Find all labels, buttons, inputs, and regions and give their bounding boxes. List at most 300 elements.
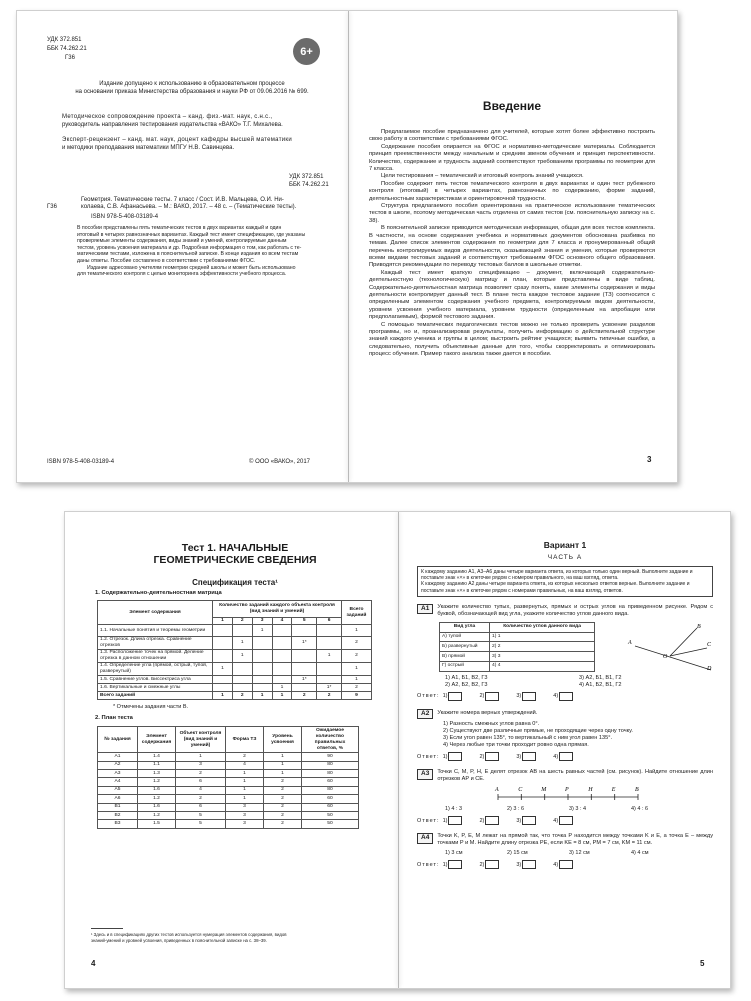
option: 2) 3 : 6 xyxy=(507,806,525,813)
plan-header: Уровень усвоения xyxy=(264,727,302,753)
plan-cell: 2 xyxy=(226,753,264,761)
point-label: H xyxy=(588,787,593,794)
matrix-col: 3 xyxy=(252,618,272,625)
a1-head: Вид угла xyxy=(440,622,490,632)
matrix-cell xyxy=(317,637,342,650)
opt-num: 2) xyxy=(479,693,485,700)
plan-cell: 60 xyxy=(302,795,359,803)
matrix-title: 1. Содержательно-деятельностная матрица xyxy=(95,590,222,596)
matrix-cell xyxy=(213,650,233,663)
matrix-cell xyxy=(252,650,272,663)
answer-box[interactable] xyxy=(559,692,573,701)
variant-page xyxy=(417,540,713,869)
plan-table xyxy=(97,726,359,829)
g-code-2: Г36 xyxy=(47,204,57,210)
matrix-cell xyxy=(252,637,272,650)
answer-box[interactable] xyxy=(559,752,573,761)
matrix-col: 4 xyxy=(272,618,292,625)
label-d: D xyxy=(707,665,712,672)
matrix-cell: 1 xyxy=(272,692,292,700)
plan-cell: 1 xyxy=(176,753,226,761)
matrix-cell: 1.3. Расположение точек на прямой. Деление отрезка в данном отношении xyxy=(98,650,213,663)
matrix-cell xyxy=(272,625,292,637)
plan-cell: 1 xyxy=(264,770,302,778)
a1-body xyxy=(439,622,713,672)
matrix-header-total: Всего заданий xyxy=(342,601,372,625)
plan-header: № задания xyxy=(98,727,138,753)
abstract-line: Издание адресовано учителям геометрии средней школы и может быть использовано xyxy=(87,264,296,271)
a1-options xyxy=(445,675,713,689)
approval-1: Издание допущено к использованию в образовательном процессе xyxy=(99,81,285,87)
intro-paragraph: Предлагаемое пособие предназначено для учителей, которые хотят более эффективно построить свою работу в соответствии с требованиями ФГОС. xyxy=(369,129,655,143)
matrix-cell xyxy=(272,663,292,676)
plan-cell: А3 xyxy=(98,770,138,778)
figure-line xyxy=(670,648,707,656)
question-text: Точки K, P, E, M лежат на прямой так, что точка P находится между точками K и E, а точка E – между точками P и M. Найдите длину отрезка PE, если KE = 8 см, PM = 7 см, KM = 11 см. xyxy=(437,833,713,847)
plan-cell: 2 xyxy=(176,795,226,803)
plan-cell: 2 xyxy=(264,795,302,803)
plan-cell: 1.2 xyxy=(138,795,176,803)
plan-cell: А6 xyxy=(98,795,138,803)
matrix-cell xyxy=(232,663,252,676)
matrix-cell: 1 xyxy=(252,625,272,637)
a1-head: Количество углов данного вида xyxy=(490,622,595,632)
matrix-cell xyxy=(317,676,342,684)
bbk: ББК 74.262.21 xyxy=(47,46,87,52)
opt-num: 4) xyxy=(553,753,559,760)
a2-answer xyxy=(417,752,713,761)
a3-options xyxy=(445,806,713,812)
opt-num: 3) xyxy=(516,693,522,700)
plan-cell: 1 xyxy=(226,786,264,794)
opt-num: 1) xyxy=(442,753,448,760)
matrix-cell: 1 xyxy=(342,663,372,676)
opt-num: 3) xyxy=(516,817,522,824)
a1-num: 1) 1 xyxy=(490,632,595,642)
question-a4 xyxy=(417,833,713,847)
question-number: А1 xyxy=(417,604,433,615)
table-row xyxy=(98,770,359,778)
matrix-cell: 9 xyxy=(342,692,372,700)
part-title: ЧАСТЬ А xyxy=(547,554,583,561)
plan-cell: 2 xyxy=(264,803,302,811)
plan-cell: В1 xyxy=(98,803,138,811)
abstract-line: итоговый в четырех равнозначных вариантах. Каждый тест имеет спецификацию, где указаны xyxy=(77,231,306,238)
gutter xyxy=(348,11,349,482)
matrix-cell: 1 xyxy=(213,692,233,700)
intro-paragraph: Каждый тест имеет краткую спецификацию – документ, включающий содержательно-деятельностную (технологическую) матрицу и план, которые представлены в виде таблиц. Содержательно-деятельностная матрица позволяет сразу понять, какие элементы содержания и виды деятельности контролирует данный тест. В плане теста каждое тестовое задание (ТЗ) соотносится с определенным элементом содержания учебного предмета, контролируемым видом деятельности, уровнем усвоения учебного материала, уровнем трудности (определенным на апробации или предполагаемым), формой тестового задания. xyxy=(369,269,655,321)
udk-2: УДК 372.851 xyxy=(289,174,324,180)
point-label: A xyxy=(495,787,499,794)
opt-num: 4) xyxy=(553,817,559,824)
table-row xyxy=(98,650,372,663)
reviewer-2: и методики преподавания математики МПГУ Н.В. Савинцева. xyxy=(62,144,235,151)
a2-items xyxy=(443,721,713,749)
plan-cell: 1.3 xyxy=(138,770,176,778)
answer-label: Ответ: xyxy=(417,693,440,700)
a1-kind: Г) острый xyxy=(440,662,490,672)
option: 1) 4 : 3 xyxy=(445,806,463,813)
point-label: C xyxy=(518,787,523,794)
a1-kind: В) прямой xyxy=(440,652,490,662)
matrix-cell xyxy=(213,684,233,692)
a4-options xyxy=(445,850,713,856)
a1-kind: А) тупой xyxy=(440,632,490,642)
intro-paragraph: Цели тестирования – тематический и итоговый контроль знаний учащихся. xyxy=(381,173,584,180)
plan-cell: 2 xyxy=(264,820,302,828)
answer-label: Ответ: xyxy=(417,861,440,868)
point-label: M xyxy=(541,787,547,794)
label-o: O xyxy=(663,653,668,660)
table-row xyxy=(98,803,359,811)
answer-box[interactable] xyxy=(522,692,536,701)
table-row xyxy=(98,811,359,819)
plan-header: Форма ТЗ xyxy=(226,727,264,753)
biblio-1: Геометрия. Тематические тесты. 7 класс / Сост. И.В. Мальцева, О.И. Ни- xyxy=(81,196,284,203)
gutter xyxy=(398,512,399,988)
top-spread xyxy=(16,10,678,483)
matrix-cell: 1 xyxy=(272,684,292,692)
label-a: A xyxy=(628,639,632,646)
answer-box[interactable] xyxy=(522,752,536,761)
opt-num: 1) xyxy=(442,693,448,700)
question-number: А2 xyxy=(417,709,433,720)
matrix-cell: 1 xyxy=(232,637,252,650)
option: 2) 15 см xyxy=(507,850,528,857)
opt-num: 4) xyxy=(553,693,559,700)
plan-cell: 1.5 xyxy=(138,820,176,828)
option: 1) А1, Б1, В2, Г3 xyxy=(445,674,488,681)
statement: 2) Существуют две различные прямые, не проходящие через одну точку. xyxy=(443,728,633,735)
a1-table xyxy=(439,622,595,672)
plan-cell: 6 xyxy=(176,803,226,811)
abstract-line: матическими тестами, изложена в пояснительной записке. В конце издания ко всем тестам xyxy=(77,251,299,258)
table-row xyxy=(98,753,359,761)
plan-cell: А1 xyxy=(98,753,138,761)
matrix-cell: 2 xyxy=(342,650,372,663)
a4-answer xyxy=(417,860,713,869)
intro-paragraph: Структура предлагаемого пособия ориентирована на практическое использование тематических тестов в школе, поэтому методическая часть отделена от самих тестов (см. пояснительную записку на с. 38). xyxy=(369,203,655,224)
a3-answer xyxy=(417,816,713,825)
instruction: К каждому заданию А1, А3–А6 даны четыре варианта ответа, из которых только один верный. Выполните задание и поставьте знак «×» в клеточке рядом с номером правильного, на ваш взгляд, ответа. xyxy=(421,569,693,582)
table-row xyxy=(98,684,372,692)
approval-2: на основании приказа Министерства образования и науки РФ от 09.06.2016 № 699. xyxy=(75,88,309,95)
a1-num: 4) 4 xyxy=(490,662,595,672)
matrix-cell xyxy=(292,684,317,692)
matrix-cell xyxy=(292,663,317,676)
test-spec-page xyxy=(85,512,385,829)
matrix-cell: 1.4. Определение угла (прямой, острый, тупой, развернутый) xyxy=(98,663,213,676)
abstract xyxy=(77,225,339,278)
plan-cell: В2 xyxy=(98,811,138,819)
matrix-cell: 2 xyxy=(342,684,372,692)
matrix-cell: Всего заданий xyxy=(98,692,213,700)
question-text: Точки C, M, P, H, E делят отрезок AB на шесть равных частей (см. рисунок). Найдите отношение длин отрезков AP и CE. xyxy=(437,769,713,783)
table-row xyxy=(98,676,372,684)
matrix-cell: 1* xyxy=(292,637,317,650)
point-label: E xyxy=(611,787,616,794)
answer-box[interactable] xyxy=(448,752,462,761)
answer-box[interactable] xyxy=(522,816,536,825)
matrix-cell xyxy=(317,663,342,676)
plan-title: 2. План теста xyxy=(95,714,133,721)
plan-cell: 1.2 xyxy=(138,811,176,819)
plan-cell: 90 xyxy=(302,753,359,761)
test-title-1: Тест 1. НАЧАЛЬНЫЕ xyxy=(181,542,289,554)
plan-cell: 4 xyxy=(226,761,264,769)
plan-cell: А5 xyxy=(98,786,138,794)
abstract-line: проверяемые элементы содержания, виды знаний и умений, контролируемые данным xyxy=(77,238,287,245)
option: 4) А1, Б2, В1, Г2 xyxy=(579,681,622,688)
udk: УДК 372.851 xyxy=(47,37,82,43)
answer-box[interactable] xyxy=(448,816,462,825)
table-row xyxy=(98,778,359,786)
plan-cell: 1.2 xyxy=(138,778,176,786)
g-code: Г36 xyxy=(65,55,75,61)
matrix-cell: 1* xyxy=(292,676,317,684)
bottom-spread xyxy=(64,511,731,989)
answer-label: Ответ: xyxy=(417,817,440,824)
matrix-cell xyxy=(213,676,233,684)
intro-paragraph: Содержание пособия опирается на ФГОС и нормативно-методические материалы. Соблюдается принцип преемственности между начальным и средним звеном обучения и принцип перспективности. Количество, содержание и трудность заданий соответствуют требованиям программы по геометрии для 7 класса. xyxy=(369,143,655,173)
plan-cell: 60 xyxy=(302,803,359,811)
matrix-col: 1 xyxy=(213,618,233,625)
plan-cell: 2 xyxy=(264,778,302,786)
intro-paragraph: Пособие содержит пять тестов тематического контроля в двух вариантах и один тест рубежного контроля (итоговый) в четырех вариантах, равнозначных по содержанию, форме заданий, деятельностным характеристикам и ориентировочной трудности. xyxy=(369,180,655,202)
opt-num: 2) xyxy=(479,817,485,824)
answer-box[interactable] xyxy=(485,816,499,825)
matrix-cell xyxy=(272,650,292,663)
spec-title: Спецификация теста¹ xyxy=(192,578,278,587)
option: 3) А2, Б1, В1, Г2 xyxy=(579,674,622,681)
plan-cell: А4 xyxy=(98,778,138,786)
answer-box[interactable] xyxy=(485,752,499,761)
matrix-col: 5 xyxy=(292,618,317,625)
point-label: P xyxy=(565,787,569,794)
page-number-3: 3 xyxy=(647,455,652,464)
plan-cell: 2 xyxy=(264,811,302,819)
footnote-rule xyxy=(91,928,123,929)
abstract-line: тестом, уровень усвоения материала и др. Подробная информация о том, как работать с те- xyxy=(77,244,302,251)
matrix-header-element: Элемент содержания xyxy=(98,601,213,625)
plan-cell: 60 xyxy=(302,778,359,786)
plan-cell: 3 xyxy=(226,820,264,828)
matrix-cell: 1 xyxy=(342,625,372,637)
matrix-header-count: Количество заданий каждого объекта контроля (вид знаний и умений) xyxy=(213,601,342,618)
plan-cell: 1 xyxy=(226,795,264,803)
isbn-bottom: ISBN 978-5-408-03189-4 xyxy=(47,459,115,465)
plan-cell: 1 xyxy=(226,778,264,786)
option: 3) 12 см xyxy=(569,850,590,857)
matrix-cell: 1.6. Вертикальные и смежные углы xyxy=(98,684,213,692)
matrix-cell xyxy=(252,676,272,684)
plan-cell: 1 xyxy=(226,770,264,778)
plan-cell: 1.6 xyxy=(138,803,176,811)
segment-figure xyxy=(493,785,643,803)
table-row xyxy=(98,761,359,769)
plan-cell: 1.1 xyxy=(138,761,176,769)
question-a3 xyxy=(417,769,713,783)
instructions-box xyxy=(417,566,713,597)
label-c: C xyxy=(707,641,712,648)
matrix-cell: 1 xyxy=(252,692,272,700)
plan-cell: 5 xyxy=(176,820,226,828)
plan-cell: 3 xyxy=(226,803,264,811)
plan-header: Ожидаемое количество правильных ответов, % xyxy=(302,727,359,753)
plan-cell: 3 xyxy=(176,761,226,769)
matrix-cell: 1* xyxy=(317,684,342,692)
point-label: B xyxy=(635,787,639,794)
matrix-cell xyxy=(232,676,252,684)
opt-num: 1) xyxy=(442,861,448,868)
table-row xyxy=(98,692,372,700)
option: 2) А2, Б2, В2, Г3 xyxy=(445,681,488,688)
support-2: руководитель направления тестирования издательства «ВАКО» Т.Г. Михалева. xyxy=(62,121,283,128)
plan-header: Объект контроля (вид знаний и умений) xyxy=(176,727,226,753)
opt-num: 2) xyxy=(479,861,485,868)
answer-box[interactable] xyxy=(448,860,462,869)
matrix-cell: 2 xyxy=(342,637,372,650)
isbn: ISBN 978-5-408-03189-4 xyxy=(91,214,159,220)
opt-num: 1) xyxy=(442,817,448,824)
footnote-1: ¹ Здесь и в спецификациях других тестов используется нумерация элементов содержания, видов xyxy=(91,932,287,937)
plan-cell: 80 xyxy=(302,786,359,794)
plan-cell: 80 xyxy=(302,761,359,769)
matrix-cell: 2 xyxy=(317,692,342,700)
footnote-2: знаний-умений и уровней усвоения, приведенных в пояснительной записке на с. 38–39. xyxy=(91,937,267,943)
matrix-cell: 2 xyxy=(292,692,317,700)
plan-cell: 1 xyxy=(264,753,302,761)
matrix-cell xyxy=(317,625,342,637)
matrix-col: 6 xyxy=(317,618,342,625)
opt-num: 3) xyxy=(516,753,522,760)
angles-figure xyxy=(625,622,713,672)
plan-cell: 6 xyxy=(176,778,226,786)
abstract-line: В пособии представлены пять тематических тестов в двух вариантах каждый и один xyxy=(77,225,282,231)
option: 3) 3 : 4 xyxy=(569,806,587,813)
intro-title: Введение xyxy=(482,99,542,113)
matrix-cell: 1 xyxy=(232,650,252,663)
plan-cell: В3 xyxy=(98,820,138,828)
question-text: Укажите номера верных утверждений. xyxy=(437,709,538,716)
answer-box[interactable] xyxy=(448,692,462,701)
matrix-note: * Отмечены задания части В. xyxy=(113,704,189,711)
answer-label: Ответ: xyxy=(417,753,440,760)
plan-cell: 80 xyxy=(302,770,359,778)
question-number: А4 xyxy=(417,833,433,844)
matrix-cell xyxy=(232,625,252,637)
abstract-line: для тематического контроля с целью мониторинга эффективности учебного процесса. xyxy=(77,271,287,278)
option: 4) 4 см xyxy=(631,850,649,857)
opt-num: 2) xyxy=(479,753,485,760)
statement: 4) Через любые три точки проходит ровно одна прямая. xyxy=(443,742,589,749)
plan-header: Элемент содержания xyxy=(138,727,176,753)
answer-box[interactable] xyxy=(559,860,573,869)
question-a2 xyxy=(417,709,713,720)
plan-cell: 4 xyxy=(176,786,226,794)
plan-cell: 5 xyxy=(176,811,226,819)
opt-num: 3) xyxy=(516,861,522,868)
intro-page xyxy=(369,99,655,359)
matrix-cell xyxy=(272,637,292,650)
matrix-cell xyxy=(272,676,292,684)
matrix-cell xyxy=(213,625,233,637)
option: 4) 4 : 6 xyxy=(631,806,649,813)
table-row xyxy=(98,625,372,637)
matrix-cell xyxy=(292,625,317,637)
matrix-cell xyxy=(252,663,272,676)
answer-box[interactable] xyxy=(522,860,536,869)
table-row xyxy=(98,663,372,676)
label-b: B xyxy=(697,623,701,630)
matrix-cell xyxy=(213,637,233,650)
answer-box[interactable] xyxy=(485,692,499,701)
matrix-table xyxy=(97,600,372,700)
matrix-cell: 2 xyxy=(232,692,252,700)
answer-box[interactable] xyxy=(485,860,499,869)
question-a1 xyxy=(417,604,713,618)
plan-cell: 2 xyxy=(264,786,302,794)
question-number: А3 xyxy=(417,769,433,780)
plan-cell: 1 xyxy=(264,761,302,769)
plan-cell: 1.6 xyxy=(138,786,176,794)
option: 1) 3 см xyxy=(445,850,463,857)
plan-cell: 50 xyxy=(302,811,359,819)
biblio-2: колаева, С.В. Афанасьева. – М.: ВАКО, 2017. – 48 с. – (Тематические тесты). xyxy=(81,204,297,210)
test-title-2: ГЕОМЕТРИЧЕСКИЕ СВЕДЕНИЯ xyxy=(153,554,317,566)
matrix-col: 2 xyxy=(232,618,252,625)
plan-cell: 2 xyxy=(176,770,226,778)
matrix-cell: 1.2. Отрезок. Длина отрезка. Сравнение отрезков xyxy=(98,637,213,650)
matrix-cell: 1 xyxy=(317,650,342,663)
variant-title: Вариант 1 xyxy=(543,540,587,550)
reviewer-1: Эксперт-рецензент – канд. мат. наук, доцент кафедры высшей математики xyxy=(62,137,292,143)
plan-cell: 3 xyxy=(226,811,264,819)
abstract-line: даны ответы. Пособие составлено в соответствии с требованиями ФГОС. xyxy=(77,257,256,264)
matrix-cell xyxy=(232,684,252,692)
support-1: Методическое сопровождение проекта – канд. физ.-мат. наук, с.н.с., xyxy=(62,114,273,120)
age-badge: 6+ xyxy=(293,38,320,65)
plan-cell: 50 xyxy=(302,820,359,828)
matrix-cell: 1 xyxy=(342,676,372,684)
answer-box[interactable] xyxy=(559,816,573,825)
figure-line xyxy=(670,628,697,656)
a1-num: 3) 3 xyxy=(490,652,595,662)
matrix-cell xyxy=(292,650,317,663)
a1-num: 2) 2 xyxy=(490,642,595,652)
instruction: К каждому заданию А2 даны четыре варианта ответа, из которых несколько ответов верные. Выполните задание и поставьте знак «×» в клеточке рядом с номерами правильных, на ваш взгляд, ответов. xyxy=(421,581,690,594)
table-row xyxy=(98,786,359,794)
copyright: © ООО «ВАКО», 2017 xyxy=(249,459,311,465)
page-number-4: 4 xyxy=(91,959,96,968)
matrix-cell: 1.1. Начальные понятия и теоремы геометрии xyxy=(98,625,213,637)
opt-num: 4) xyxy=(553,861,559,868)
matrix-cell: 1.5. Сравнение углов. Биссектриса угла xyxy=(98,676,213,684)
matrix-cell xyxy=(252,684,272,692)
matrix-cell: 1 xyxy=(213,663,233,676)
a1-kind: Б) развернутый xyxy=(440,642,490,652)
statement: 3) Если угол равен 135°, то вертикальный с ним угол равен 135°. xyxy=(443,735,613,742)
table-row xyxy=(98,637,372,650)
intro-paragraph: В пояснительной записке приводится методическая информация, общая для всех тестов комплекта. В частности, на основе содержания учебника и нормативных документов обоснована разбивка по темам. Далее список элементов содержания по геометрии для 7 класса и пронумерованный общий перечень контролируемых видов деятельности, сказывающей знания и умения, которые проверяются всеми видами тестовых заданий и соответствуют требованиям ФГОС основного общего образования. Приводятся рекомендации по переводу тестовых баллов в школьные отметки. xyxy=(369,225,655,269)
intro-paragraph: С помощью тематических педагогических тестов можно не только проверить усвоение разделов программы, но и, проанализировав результаты, получить информацию о действительной структуре знаний каждого ученика и группы в целом; выстроить рейтинг учащихся; выявить типичные ошибки, а следовательно, получить объективные данные для того, чтобы скорректировать и оптимизировать процесс обучения. Пример такого анализа также дается в пособии. xyxy=(369,321,655,358)
plan-cell: А2 xyxy=(98,761,138,769)
bbk-2: ББК 74.262.21 xyxy=(289,181,329,188)
page-number-5: 5 xyxy=(700,959,705,968)
statement: 1) Разность смежных углов равна 0°. xyxy=(443,721,540,728)
a1-answer xyxy=(417,692,713,701)
plan-cell: 1.4 xyxy=(138,753,176,761)
